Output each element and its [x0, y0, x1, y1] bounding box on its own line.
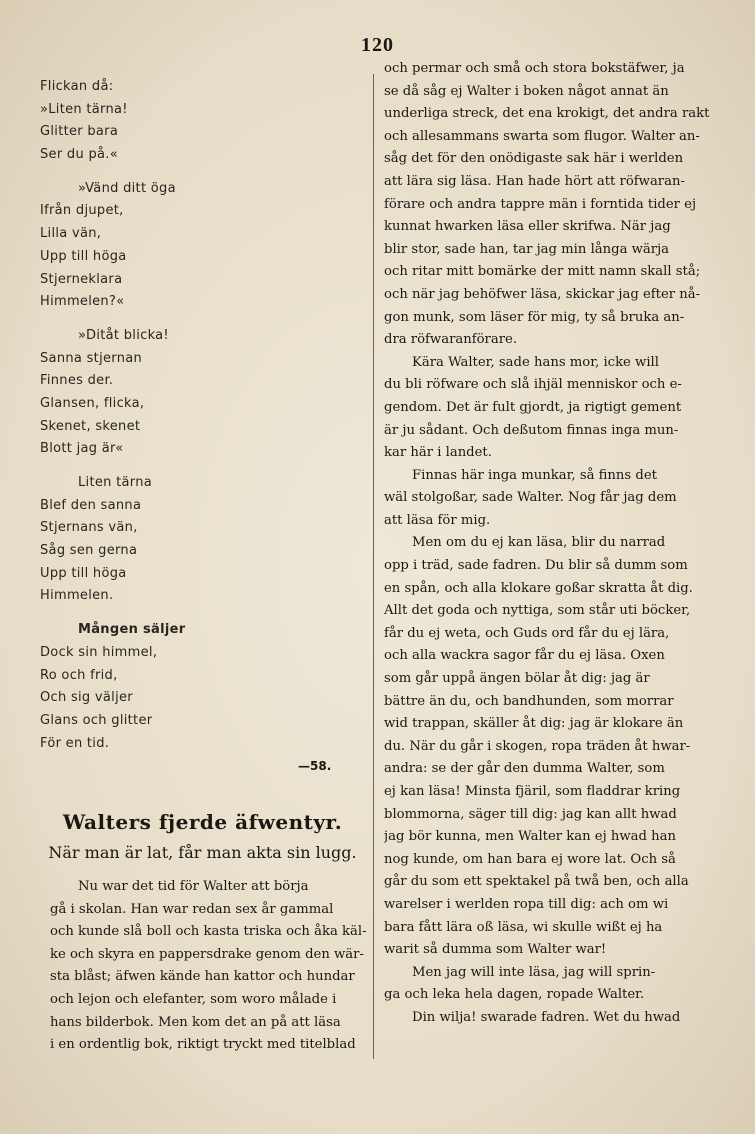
text-line: Men jag will inte läsa, jag will sprin-: [412, 964, 656, 980]
text-line: hans bilderbok. Men kom det an på att läsa: [50, 1014, 341, 1030]
text-line: warit så dumma som Walter war!: [384, 942, 607, 958]
text-line: wid trappan, skäller åt dig: jag är klokare än: [384, 716, 684, 732]
text-line: se då såg ej Walter i boken något annat än: [384, 83, 669, 99]
story-motto: När man är lat, får man akta sin lugg.: [48, 843, 357, 862]
text-line: får du ej weta, och Guds ord får du ej lära,: [384, 625, 670, 641]
text-line: och permar och små och stora bokstäfwer, ja: [384, 61, 685, 76]
text-line: Allt det goda och nyttiga, som står uti böcker,: [384, 603, 691, 619]
poem-line: Glitter bara: [40, 124, 119, 140]
text-line: och kunde slå boll och kasta triska och åka käl-: [50, 924, 367, 940]
poem-line: Himmelen?«: [40, 294, 125, 310]
text-line: förare och andra tappre män i forntida tider ej: [384, 196, 697, 212]
text-line: underliga streck, det ena krokigt, det andra rakt: [384, 106, 710, 122]
text-line: bara fått lära oß läsa, wi skulle wißt ej ha: [384, 919, 663, 935]
text-line: gå i skolan. Han war redan sex år gammal: [50, 901, 334, 917]
poem-signature: —58.: [298, 759, 332, 773]
text-line: ke och skyra en pappersdrake genom den wär-: [50, 946, 364, 962]
text-line: gon munk, som läser för mig, ty så bruka an-: [384, 309, 685, 325]
text-line: wäl stolgoßar, sade Walter. Nog får jag dem: [384, 490, 677, 506]
poem-line: För en tid.: [40, 735, 110, 751]
text-line: att läsa för mig.: [384, 512, 491, 528]
text-line: blir stor, sade han, tar jag min långa wärja: [384, 241, 670, 257]
poem: [40, 76, 370, 755]
text-line: Nu war det tid för Walter att börja: [78, 879, 309, 894]
text-line: i en ordentlig bok, riktigt tryckt med titelblad: [50, 1037, 356, 1053]
poem-line: Finnes der.: [40, 373, 114, 389]
poem-line: »Vänd ditt öga: [78, 180, 176, 196]
poem-line: Ro och frid,: [40, 667, 118, 683]
text-line: såg det för den onödigaste sak här i werlden: [384, 151, 684, 167]
poem-line: Mången säljer: [78, 622, 186, 638]
poem-line: Upp till höga: [40, 248, 127, 264]
poem-line: Stjernans vän,: [40, 520, 138, 536]
text-line: warelser i werlden ropa till dig: ach om wi: [384, 896, 669, 912]
text-line: du. När du går i skogen, ropa träden åt hwar-: [384, 738, 691, 754]
text-line: opp i träd, sade fadren. Du blir så dumm som: [384, 558, 688, 574]
text-line: gendom. Det är fult gjordt, ja rigtigt gement: [384, 399, 682, 415]
text-line: blommorna, säger till dig: jag kan allt hwad: [384, 806, 677, 822]
text-line: Kära Walter, sade hans mor, icke will: [412, 354, 659, 370]
text-line: kunnat hwarken läsa eller skrifwa. När jag: [384, 219, 671, 235]
poem-line: Ifrån djupet,: [40, 203, 124, 219]
poem-line: Dock sin himmel,: [40, 644, 158, 660]
text-line: jag bör kunna, men Walter kan ej hwad han: [384, 829, 677, 845]
poem-line: Liten tärna: [78, 475, 153, 490]
text-line: sta blåst; äfwen kände han kattor och hundar: [50, 969, 355, 985]
poem-column: [40, 76, 370, 755]
text-line: kar här i landet.: [384, 445, 492, 461]
poem-line: Sanna stjernan: [40, 350, 143, 366]
text-line: är ju sådant. Och deßutom finnas inga mun-: [384, 422, 679, 438]
text-line: ga och leka hela dagen, ropade Walter.: [384, 987, 645, 1003]
story-title: Walters fjerde äfwentyr.: [62, 810, 343, 834]
text-line: nog kunde, om han bara ej wore lat. Och så: [384, 851, 676, 867]
text-line: bättre än du, och bandhunden, som morrar: [384, 693, 674, 709]
text-line: och lejon och elefanter, som woro målade i: [50, 991, 337, 1007]
story-body-right: [384, 58, 716, 1030]
poem-line: Flickan då:: [40, 79, 114, 94]
poem-line: »Liten tärna!: [40, 101, 128, 117]
text-line: Din wilja! swarade fadren. Wet du hwad: [412, 1009, 681, 1025]
text-line: går du som ett spektakel på twå ben, och alla: [384, 874, 689, 890]
poem-line: Glansen, flicka,: [40, 395, 145, 411]
text-line: att lära sig läsa. Han hade hört att röfwaran-: [384, 173, 685, 189]
story-body-left: [50, 876, 376, 1057]
poem-line: Glans och glitter: [40, 712, 153, 728]
text-line: som går uppå ängen bölar åt dig: jag är: [384, 671, 650, 687]
text-line: och alla wackra sagor får du ej läsa. Oxen: [384, 648, 665, 664]
poem-line: Stjerneklara: [40, 271, 123, 287]
poem-line: »Ditåt blicka!: [78, 327, 169, 343]
poem-line: Lilla vän,: [40, 226, 102, 242]
poem-line: Himmelen.: [40, 588, 114, 604]
text-line: Finnas här inga munkar, så finns det: [412, 467, 657, 483]
poem-line: Upp till höga: [40, 565, 127, 581]
text-line: en spån, och alla klokare goßar skratta åt dig.: [384, 580, 693, 596]
text-line: andra: se der går den dumma Walter, som: [384, 761, 665, 777]
page-number: 120: [361, 34, 394, 56]
text-line: och ritar mitt bomärke der mitt namn skall stå;: [384, 264, 701, 280]
text-line: dra röfwaranförare.: [384, 332, 518, 348]
text-line: och allesammans swarta som flugor. Walter an-: [384, 128, 700, 144]
poem-line: Ser du på.«: [40, 147, 118, 163]
text-line: Men om du ej kan läsa, blir du narrad: [412, 535, 666, 551]
text-line: du bli röfware och slå ihjäl menniskor och e-: [384, 377, 682, 393]
poem-line: Skenet, skenet: [40, 418, 141, 434]
poem-line: Och sig väljer: [40, 690, 133, 706]
poem-line: Såg sen gerna: [40, 543, 138, 559]
poem-line: Blef den sanna: [40, 497, 142, 513]
text-line: och när jag behöfwer läsa, skickar jag efter nå-: [384, 286, 701, 302]
text-line: ej kan läsa! Minsta fjäril, som fladdrar kring: [384, 784, 681, 799]
poem-line: Blott jag är«: [40, 441, 124, 457]
